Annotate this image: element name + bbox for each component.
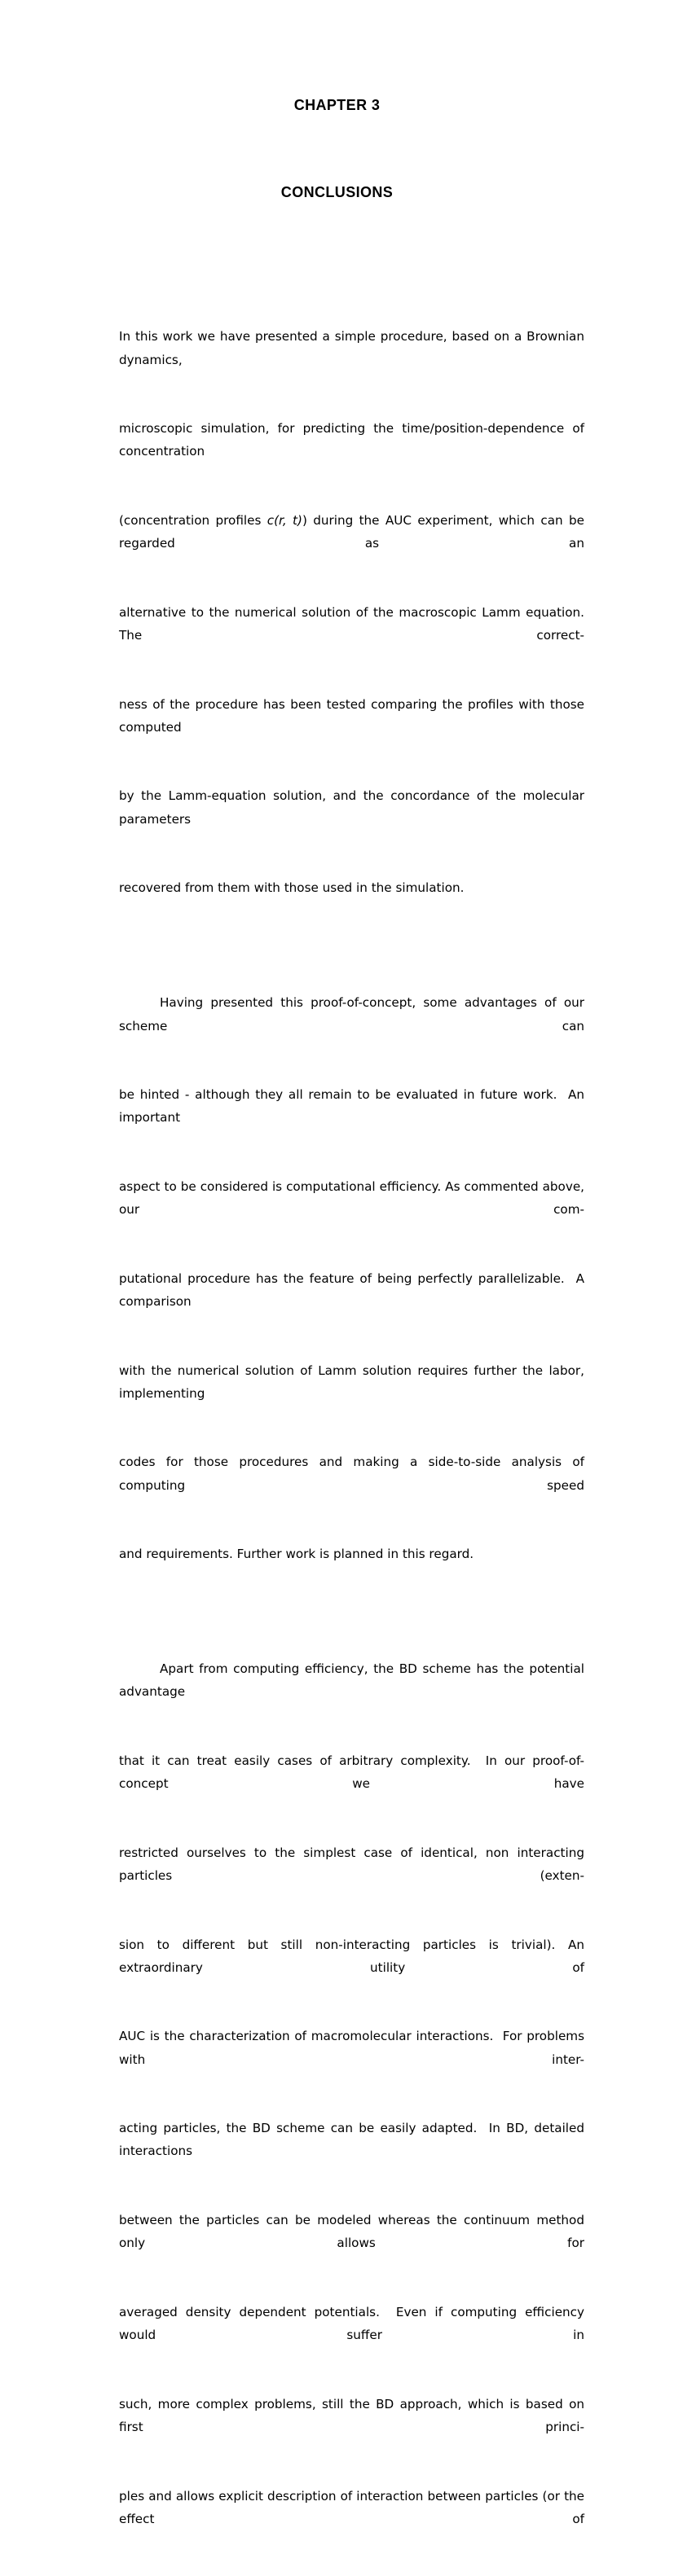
- text-line: aspect to be considered is computational efficiency. As commented above, our com-: [119, 1178, 588, 1218]
- text-line: putational procedure has the feature of being perfectly parallelizable. A comparison: [119, 1270, 588, 1309]
- math-symbol-concentration-profile: c(r, t): [267, 513, 302, 529]
- text-line: recovered from them with those used in the simulation.: [119, 880, 465, 896]
- text-line: ples and allows explicit description of interaction between particles (or the effect of: [119, 2488, 588, 2526]
- text-line: be hinted - although they all remain to be evaluated in future work. An important: [119, 1087, 588, 1126]
- text-line: Having presented this proof-of-concept, some advantages of our scheme can: [119, 995, 588, 1033]
- text-line: microscopic simulation, for predicting the time/position-dependence of concentration: [119, 421, 588, 459]
- text-line: such, more complex problems, still the BD approach, which is based on first princi-: [119, 2396, 588, 2434]
- text-line: averaged density dependent potentials. Even if computing efficiency would suffer in: [119, 2304, 588, 2343]
- text-line: sion to different but still non-interacting particles is trivial). An extraordinary utility of: [119, 1937, 588, 1975]
- text-line: that it can treat easily cases of arbitrary complexity. In our proof-of-concept we have: [119, 1753, 584, 1792]
- text-line: AUC is the characterization of macromolecular interactions. For problems with inter-: [119, 2029, 588, 2067]
- text-line: with the numerical solution of Lamm solution requires further the labor, implementing: [119, 1363, 588, 1401]
- text-line: In this work we have presented a simple procedure, based on a Brownian dynamics,: [119, 329, 588, 367]
- text-line: acting particles, the BD scheme can be easily adapted. In BD, detailed interactions: [119, 2121, 588, 2159]
- paragraph-1: [119, 279, 588, 946]
- text-line: and requirements. Further work is planned in this regard.: [119, 1547, 474, 1562]
- text-line: by the Lamm-equation solution, and the concordance of the molecular parameters: [119, 788, 588, 827]
- text-line: codes for those procedures and making a side-to-side analysis of computing speed: [119, 1455, 588, 1493]
- paragraph-3: [119, 1612, 588, 2576]
- paragraph-2: [119, 946, 588, 1612]
- text-line: ness of the procedure has been tested comparing the profiles with those computed: [119, 696, 588, 735]
- text-line: Apart from computing efficiency, the BD scheme has the potential advantage: [119, 1661, 588, 1700]
- text-line: between the particles can be modeled whereas the continuum method only allows for: [119, 2213, 588, 2251]
- text-line: [119, 509, 588, 555]
- chapter-heading: CHAPTER 3: [293, 97, 381, 114]
- text-line: restricted ourselves to the simplest case of identical, non interacting particles (exten-: [119, 1845, 588, 1884]
- line-text-after: ) during the AUC experiment, which can be regarded as an: [119, 513, 588, 551]
- text-line: alternative to the numerical solution of the macroscopic Lamm equation. The correct-: [119, 604, 588, 643]
- body-text-block: [119, 279, 588, 2576]
- section-heading: CONCLUSIONS: [280, 183, 394, 200]
- line-text-before: (concentration profiles: [119, 513, 267, 529]
